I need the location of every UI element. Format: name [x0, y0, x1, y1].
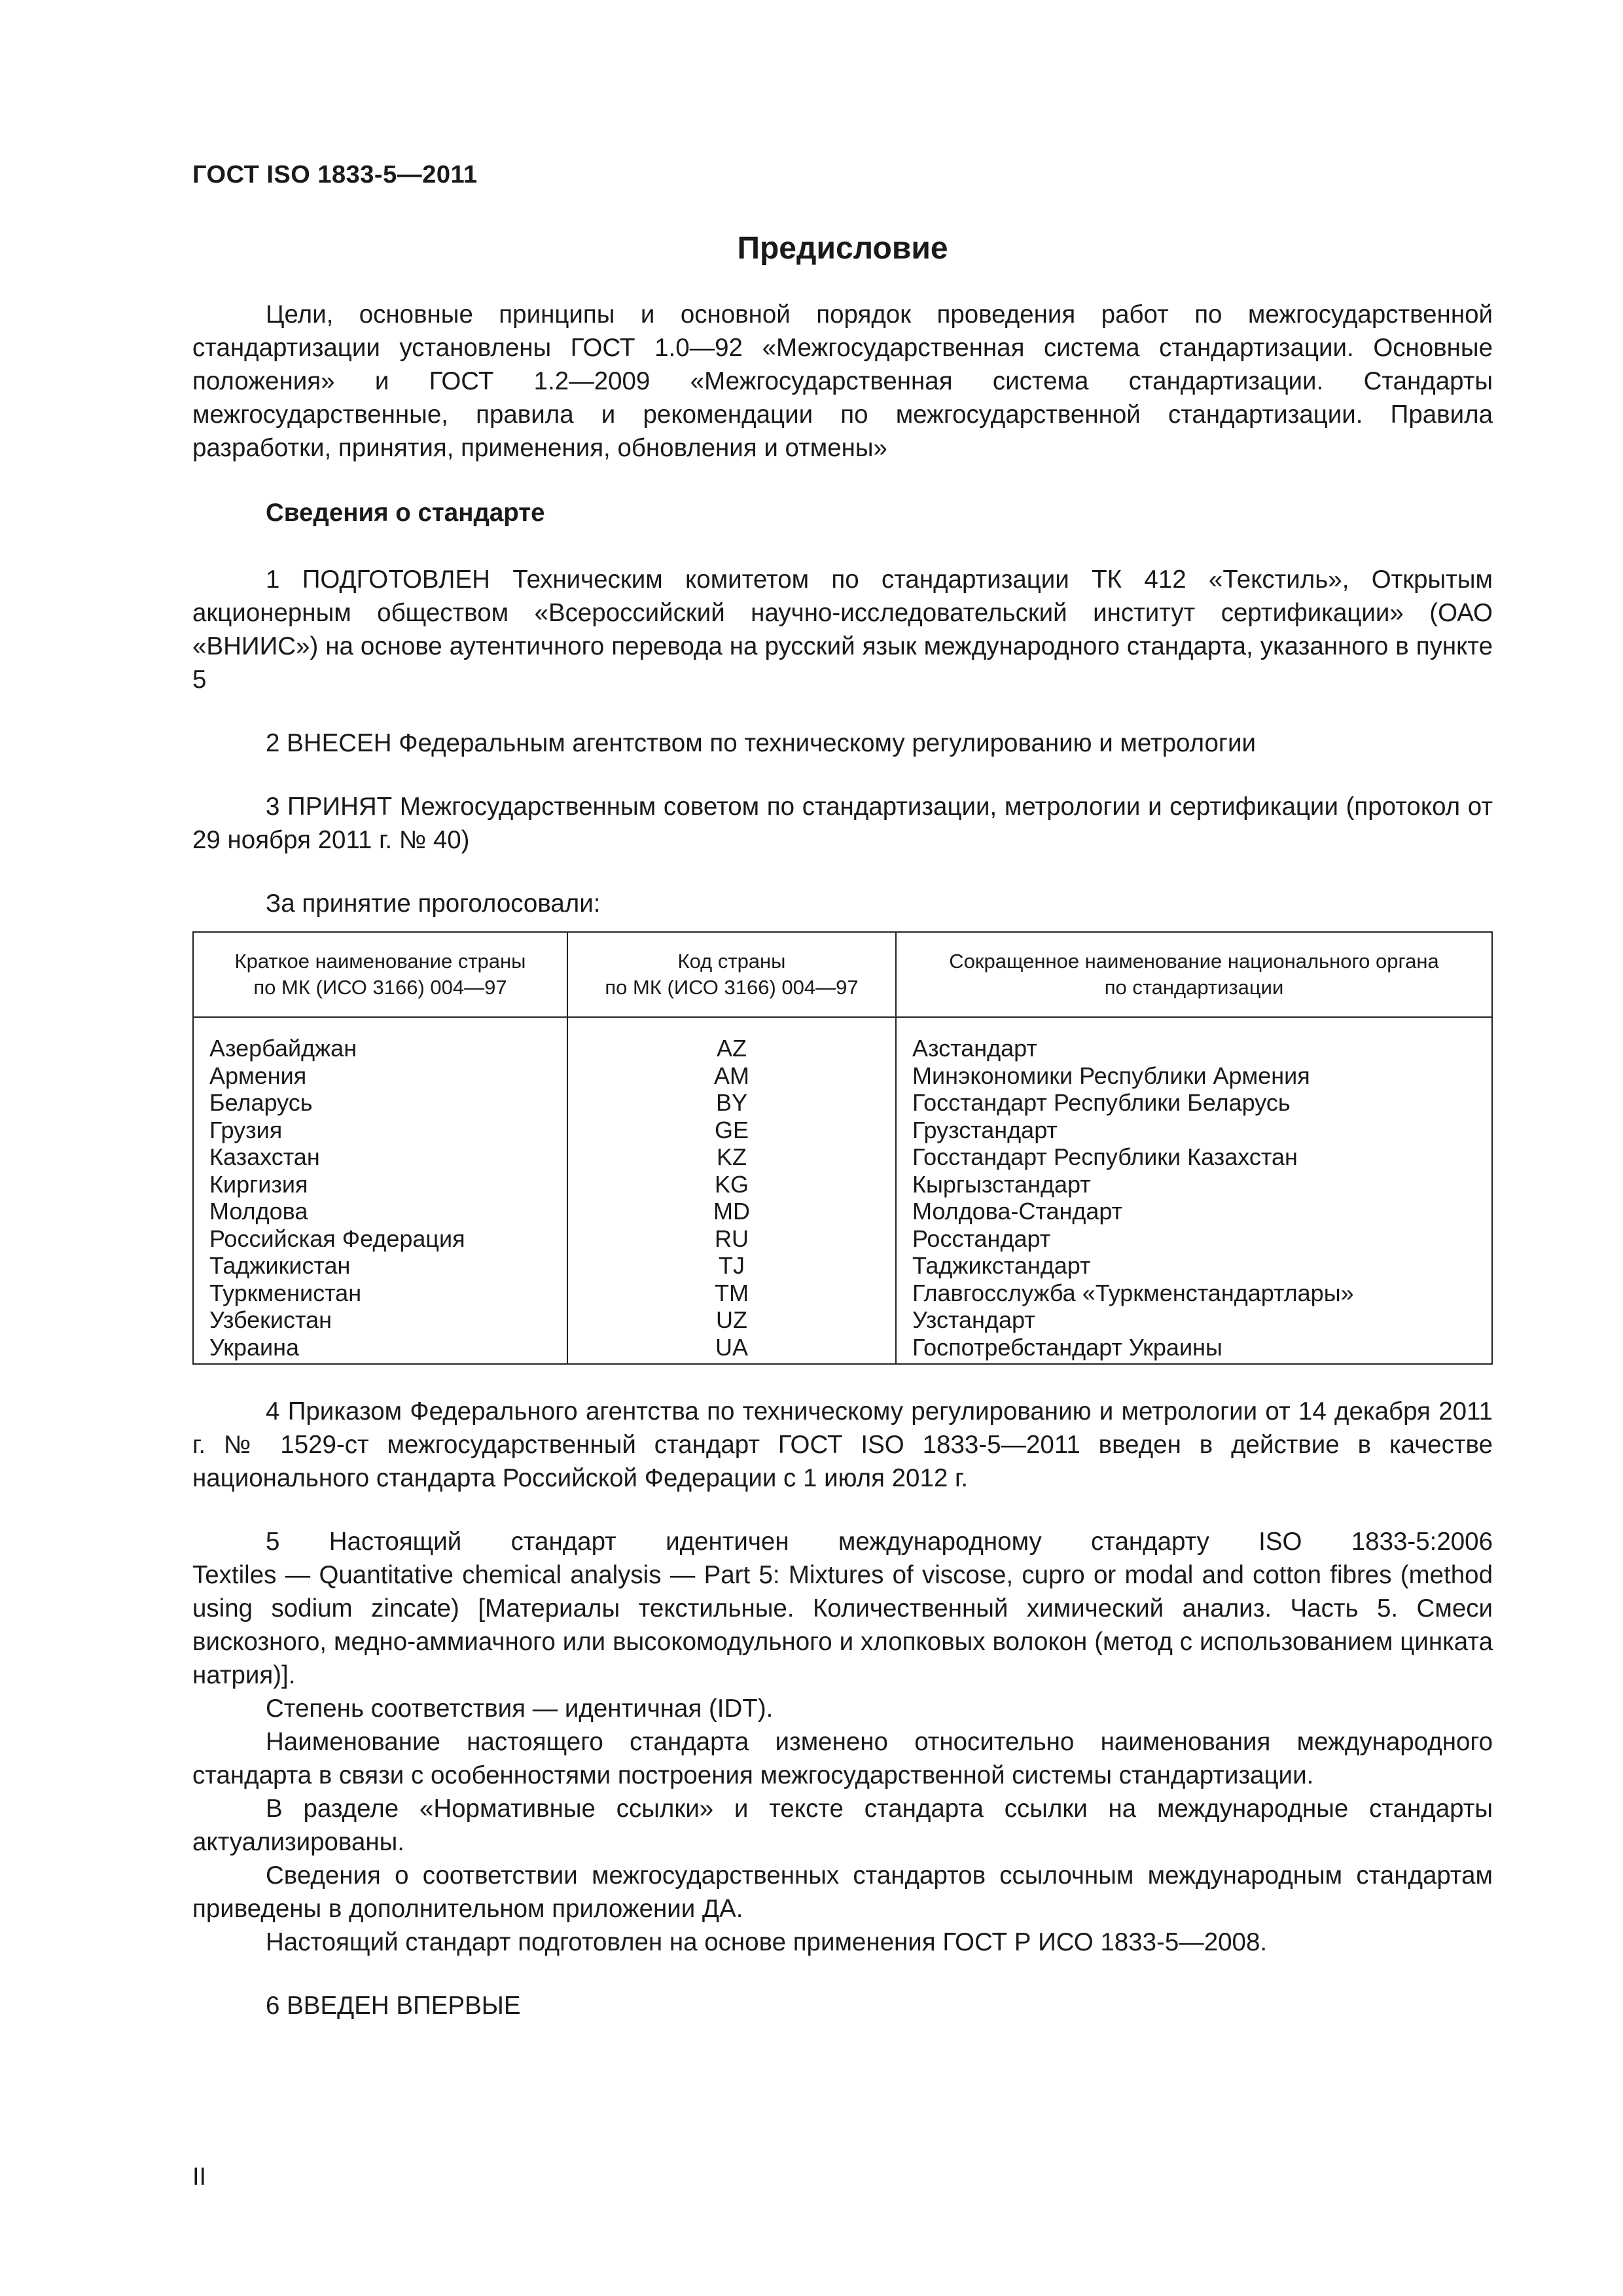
table-row: [193, 1280, 1492, 1307]
table-row: [193, 1143, 1492, 1171]
item-5-name-change: Наименование настоящего стандарта изменено относительно наименования международного стандарта в связи с особенностями построения межгосударственной системы стандартизации.: [192, 1728, 1493, 1789]
country-cell: Киргизия: [193, 1171, 567, 1198]
country-cell: Молдова: [193, 1198, 567, 1225]
table-row: [193, 1334, 1492, 1365]
header-country-code: Код страны по МК (ИСО 3166) 004—97: [567, 932, 896, 1017]
item-3-adopted: 3 ПРИНЯТ Межгосударственным советом по стандартизации, метрологии и сертификации (протокол от 29 ноября 2011 г. № 40): [192, 793, 1493, 854]
country-cell: Туркменистан: [193, 1280, 567, 1307]
code-cell: RU: [567, 1225, 896, 1253]
item-2-introduced: 2 ВНЕСЕН Федеральным агентством по техническому регулированию и метрологии: [266, 729, 1256, 757]
item-5-identical-heading: 5 Настоящий стандарт идентичен международному стандарту ISO 1833-5:2006: [266, 1528, 1493, 1556]
country-cell: Таджикистан: [193, 1252, 567, 1280]
item-6-first-introduced: 6 ВВЕДЕН ВПЕРВЫЕ: [266, 1992, 521, 2020]
intro-paragraph: Цели, основные принципы и основной порядок проведения работ по межгосударственной стандартизации установлены ГОСТ 1.0—92 «Межгосударственная система стандартизации. Основные положения» и ГОСТ 1.2—2009 «Межгосударственная система стандартизации. Стандарты межгосударственные, правила и рекомендации по межгосударственной стандартизации. Правила разработки, принятия, применения, обновления и отмены»: [192, 300, 1493, 462]
table-header-row: [193, 932, 1492, 1017]
item-5-conformity-degree: Степень соответствия — идентичная (IDT).: [266, 1695, 774, 1723]
body-cell: Госпотребстандарт Украины: [896, 1334, 1492, 1365]
header-country-name: Краткое наименование страны по МК (ИСО 3166) 004—97: [193, 932, 567, 1017]
body-cell: Госстандарт Республики Беларусь: [896, 1089, 1492, 1117]
country-cell: Грузия: [193, 1117, 567, 1144]
votes-caption: За принятие проголосовали:: [266, 889, 601, 918]
body-cell: Минэкономики Республики Армения: [896, 1062, 1492, 1090]
table-row: [193, 1252, 1492, 1280]
code-cell: TM: [567, 1280, 896, 1307]
code-cell: UA: [567, 1334, 896, 1365]
page-title: Предисловие: [737, 231, 948, 266]
country-cell: Азербайджан: [193, 1017, 567, 1062]
table-row: [193, 1062, 1492, 1090]
country-cell: Беларусь: [193, 1089, 567, 1117]
code-cell: BY: [567, 1089, 896, 1117]
code-cell: MD: [567, 1198, 896, 1225]
code-cell: GE: [567, 1117, 896, 1144]
table-row: [193, 1171, 1492, 1198]
code-cell: AM: [567, 1062, 896, 1090]
body-cell: Таджикстандарт: [896, 1252, 1492, 1280]
page-number: II: [192, 2163, 207, 2191]
code-cell: KG: [567, 1171, 896, 1198]
table-row: [193, 1017, 1492, 1062]
table-row: [193, 1225, 1492, 1253]
item-5-annex-da: Сведения о соответствии межгосударственных стандартов ссылочным международным стандартам приведены в дополнительном приложении ДА.: [192, 1861, 1493, 1923]
country-cell: Армения: [193, 1062, 567, 1090]
table-row: [193, 1306, 1492, 1334]
item-5-iso-title: Textiles — Quantitative chemical analysis — Part 5: Mixtures of viscose, cupro or modal and cotton fibres (method using sodium zincate) [Материалы текстильные. Количественный химический анализ. Часть 5. Смеси вискозного, медно-аммиачного или высокомодульного и хлопковых волокон (метод с использованием цинката натрия)].: [192, 1561, 1493, 1689]
country-cell: Узбекистан: [193, 1306, 567, 1334]
code-cell: AZ: [567, 1017, 896, 1062]
body-cell: Росстандарт: [896, 1225, 1492, 1253]
body-cell: Главгосслужба «Туркменстандартлары»: [896, 1280, 1492, 1307]
body-cell: Госстандарт Республики Казахстан: [896, 1143, 1492, 1171]
table-row: [193, 1089, 1492, 1117]
section-heading: Сведения о стандарте: [266, 499, 545, 527]
foreword-body: [192, 298, 1493, 2022]
table-row: [193, 1117, 1492, 1144]
code-cell: KZ: [567, 1143, 896, 1171]
header-national-body: Сокращенное наименование национального органа по стандартизации: [896, 932, 1492, 1017]
voting-table: [192, 931, 1493, 1365]
body-cell: Азстандарт: [896, 1017, 1492, 1062]
item-4-order: 4 Приказом Федерального агентства по техническому регулированию и метрологии от 14 декабря 2011 г. № 1529-ст межгосударственный стандарт ГОСТ ISO 1833-5—2011 введен в действие в качестве национального стандарта Российской Федерации с 1 июля 2012 г.: [192, 1397, 1493, 1492]
code-cell: UZ: [567, 1306, 896, 1334]
body-cell: Узстандарт: [896, 1306, 1492, 1334]
document-code-header: ГОСТ ISO 1833-5—2011: [192, 161, 478, 188]
item-1-prepared: 1 ПОДГОТОВЛЕН Техническим комитетом по стандартизации ТК 412 «Текстиль», Открытым акционерным обществом «Всероссийский научно-исследовательский институт сертификации» (ОАО «ВНИИС») на основе аутентичного перевода на русский язык международного стандарта, указанного в пункте 5: [192, 565, 1493, 694]
country-cell: Украина: [193, 1334, 567, 1365]
body-cell: Грузстандарт: [896, 1117, 1492, 1144]
table-row: [193, 1198, 1492, 1225]
country-cell: Российская Федерация: [193, 1225, 567, 1253]
country-cell: Казахстан: [193, 1143, 567, 1171]
item-5-basis: Настоящий стандарт подготовлен на основе применения ГОСТ Р ИСО 1833-5—2008.: [266, 1928, 1268, 1956]
item-5-normative-refs: В разделе «Нормативные ссылки» и тексте стандарта ссылки на международные стандарты актуализированы.: [192, 1795, 1493, 1856]
body-cell: Молдова-Стандарт: [896, 1198, 1492, 1225]
body-cell: Кыргызстандарт: [896, 1171, 1492, 1198]
code-cell: TJ: [567, 1252, 896, 1280]
